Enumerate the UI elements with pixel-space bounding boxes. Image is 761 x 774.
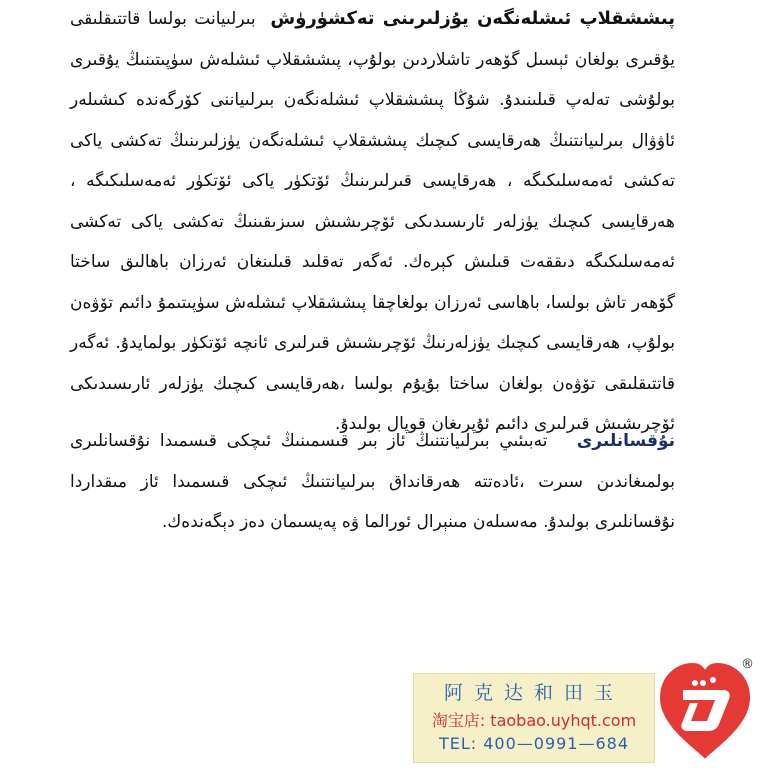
section-heading-facets: پىششقلاپ ئىشلەنگەن يۇزلىرىنى تەكشۈرۈش bbox=[270, 8, 675, 29]
watermark-title: 阿克达和田玉 bbox=[443, 682, 624, 704]
paragraph-facets bbox=[70, 0, 675, 445]
paragraph-flaws bbox=[70, 421, 675, 543]
paragraph-text: تەبىئىي بىرلىيانتنىڭ ئاز بىر قىسمىنىڭ ئىچكى قىسمىدا نۇقسانلىرى بولمىغاندىن سىرت ،ئادەتتە ھەرقانداق بىرلىيانتنىڭ ئىچكى قىسمىدا ئاز مىقداردا نۇقسانلىرى بولىدۇ. مەسىلەن مىنېرال ئورالما ۋە پەيسىمان دەز دېگەندەك. bbox=[70, 431, 675, 532]
section-heading-flaws: نۇقسانلىرى bbox=[576, 431, 675, 451]
shop-watermark bbox=[413, 673, 655, 763]
paragraph-text: بىرلىيانت بولسا قاتتىقلىقى يۇقىرى بولغان ئېسىل گۆھەر تاشلاردىن بولۇپ، پىششقلاپ ئىشلەش سۈپىتىنىڭ يۇقىرى بولۇشى تەلەپ قىلىنىدۇ. شۇڭا پىششقلاپ ئىشلەنگەن بىرلىياننى كۆرگەندە كىشىلەر ئاۋۋال بىرلىيانتنىڭ ھەرقايسى كىچىك پىششقلاپ ئىشلەنگەن يۈزلىرىنىڭ تەكشى ياكى تەكشى ئەمەسلىكىگە ، ھەرقايسى قىرلىرىنىڭ ئۆتكۈر ياكى ئۆتكۈر ئەمەسلىكىگە ، ھەرقايسى كىچىك يۈزلەر ئارىسىدىكى ئۆچرىشىش سىزىقىنىڭ تەكشى ياكى تەكشى ئەمەسلىكىگە دىققەت قىلىش كېرەك. ئەگەر تەقلىد قىلىنغان ئەرزان باھالىق ساختا گۆھەر تاش بولسا، باھاسى ئەرزان بولغاچقا پىششقلاپ ئىشلەش سۈپىتىمۇ دائىم تۆۋەن بولۇپ، ھەرقايسى كىچىك يۈزلەرنىڭ ئۆچرىشىش قىرلىرى ئانچە ئۆتكۈر بولمايدۇ. ئەگەر قاتتىقلىقى تۆۋەن بولغان ساختا بۇيۇم بولسا ،ھەرقايسى كىچىك يۈزلەر ئارىسىدىكى ئۆچرىشىش قىرلىرى دائىم ئۇپرىغان قوپال بولىدۇ. bbox=[70, 9, 675, 434]
watermark-phone: TEL: 400—0991—684 bbox=[438, 734, 630, 753]
watermark-shop-url: 淘宝店: taobao.uyhqt.com bbox=[431, 711, 637, 730]
registered-mark: ® bbox=[741, 657, 754, 672]
